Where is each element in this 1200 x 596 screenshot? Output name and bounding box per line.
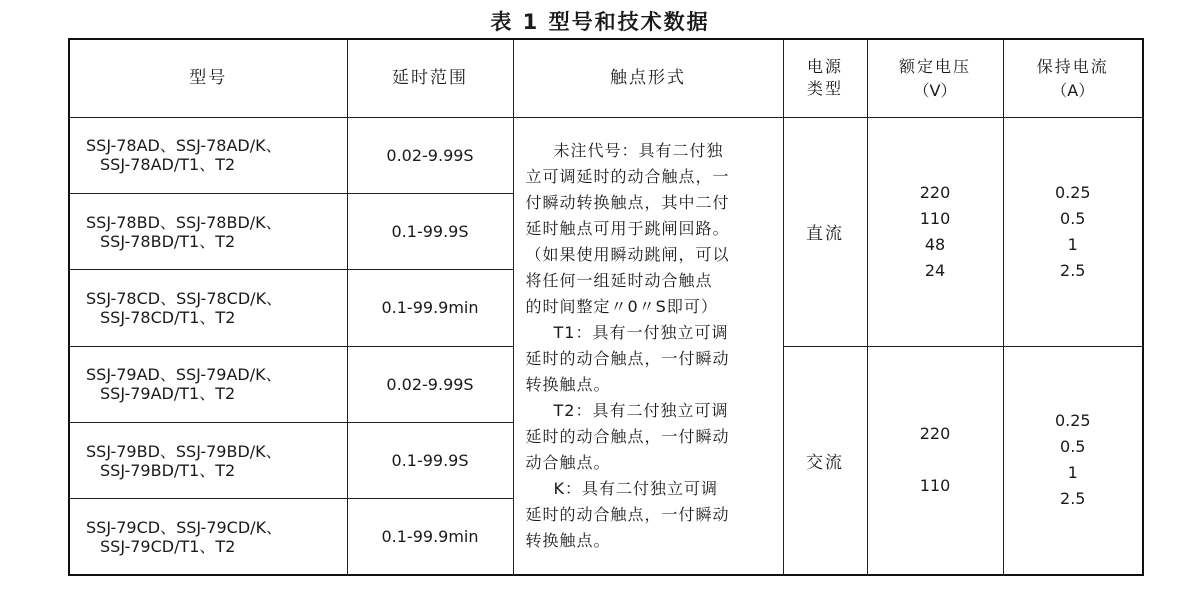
spec-table (68, 38, 1144, 576)
range-cell: 0.1-99.9min (347, 499, 513, 575)
header-range: 延时范围 (347, 39, 513, 117)
dc-voltage-list: 220 110 48 24 (867, 117, 1003, 346)
model-cell: SSJ-79BD、SSJ-79BD/K、 SSJ-79BD/T1、T2 (69, 422, 347, 498)
contact-description: 未注代号：具有二付独 立可调延时的动合触点，一 付瞬动转换触点，其中二付 延时触点可用于跳闸回路。 （如果使用瞬动跳闸，可以 将任何一组延时动合触点 的时间整定〃0〃S即可） T1：具有一付独立可调 延时的动合触点，一付瞬动 转换触点。 T2：具有二付独立可调 延时的动合触点，一付瞬动 动合触点。 K：具有二付独立可调 延时的动合触点，一付瞬动 转换触点。 (513, 117, 783, 575)
range-cell: 0.02-9.99S (347, 346, 513, 422)
header-voltage: 额定电压 （V） (867, 39, 1003, 117)
model-cell: SSJ-78BD、SSJ-78BD/K、 SSJ-78BD/T1、T2 (69, 194, 347, 270)
ac-voltage-list: 220 110 (867, 346, 1003, 575)
header-model: 型号 (69, 39, 347, 117)
model-cell: SSJ-79CD、SSJ-79CD/K、 SSJ-79CD/T1、T2 (69, 499, 347, 575)
ac-current-list: 0.25 0.5 1 2.5 (1003, 346, 1143, 575)
header-power-type: 电源 类型 (783, 39, 867, 117)
dc-current-list: 0.25 0.5 1 2.5 (1003, 117, 1143, 346)
header-current: 保持电流 （A） (1003, 39, 1143, 117)
range-cell: 0.02-9.99S (347, 117, 513, 193)
range-cell: 0.1-99.9S (347, 194, 513, 270)
power-type-ac: 交流 (783, 346, 867, 575)
model-cell: SSJ-78AD、SSJ-78AD/K、 SSJ-78AD/T1、T2 (69, 117, 347, 193)
header-row (69, 39, 1143, 117)
header-contact: 触点形式 (513, 39, 783, 117)
power-type-dc: 直流 (783, 117, 867, 346)
model-cell: SSJ-79AD、SSJ-79AD/K、 SSJ-79AD/T1、T2 (69, 346, 347, 422)
range-cell: 0.1-99.9min (347, 270, 513, 346)
table-row (69, 117, 1143, 193)
table-title: 表 1 型号和技术数据 (490, 10, 710, 34)
model-cell: SSJ-78CD、SSJ-78CD/K、 SSJ-78CD/T1、T2 (69, 270, 347, 346)
range-cell: 0.1-99.9S (347, 422, 513, 498)
